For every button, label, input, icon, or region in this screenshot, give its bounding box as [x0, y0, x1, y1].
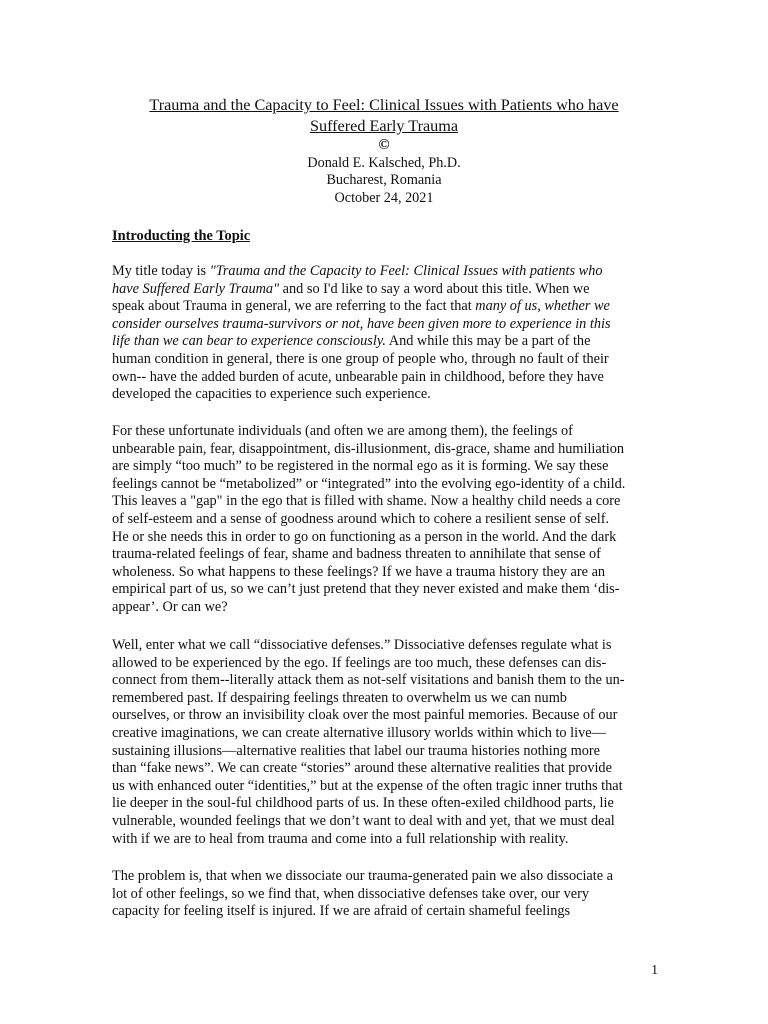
- italic-emphasis: consider ourselves trauma-survivors or not, have been given more to experience in this: [112, 315, 611, 332]
- paragraph-line: vulnerable, wounded feelings that we don’t want to deal with and yet, that we must deal: [112, 812, 615, 829]
- location: Bucharest, Romania: [326, 172, 442, 188]
- paragraph-line: Well, enter what we call “dissociative defenses.” Dissociative defenses regulate what is: [112, 637, 612, 653]
- paragraph-line: [112, 281, 672, 299]
- paragraph-line: connect from them--literally attack them as not-self visitations and banish them to the un-: [112, 672, 625, 689]
- paragraph-line: us with enhanced outer “identities,” but at the expense of the often tragic inner truths that: [112, 777, 623, 794]
- paragraph-2: [112, 423, 672, 617]
- italic-emphasis: many of us, whether we: [475, 298, 610, 315]
- title-line-2: Suffered Early Trauma: [309, 117, 459, 135]
- date: October 24, 2021: [334, 189, 434, 206]
- paragraph-line: allowed to be experienced by the ego. If feelings are too much, these defenses can dis-: [112, 654, 607, 671]
- paragraph-line: For these unfortunate individuals (and often we are among them), the feelings of: [112, 423, 573, 439]
- paragraph-line: developed the capacities to experience such experience.: [112, 386, 431, 403]
- paragraph-line: own-- have the added burden of acute, unbearable pain in childhood, before they have: [112, 368, 604, 385]
- text-run: And while this may be a part of the: [385, 333, 591, 350]
- document-title: [90, 95, 678, 137]
- title-line-1: Trauma and the Capacity to Feel: Clinical Issues with Patients who have: [149, 96, 619, 114]
- paragraph-line: with if we are to heal from trauma and come into a full relationship with reality.: [112, 830, 569, 847]
- paragraph-line: The problem is, that when we dissociate our trauma-generated pain we also dissociate a: [112, 868, 614, 884]
- page-number: 1: [651, 962, 658, 977]
- paragraph-4: [112, 868, 672, 921]
- paragraph-line: lot of other feelings, so we find that, when dissociative defenses take over, our very: [112, 885, 590, 902]
- paragraph-line: This leaves a "gap" in the ego that is filled with shame. Now a healthy child needs a core: [112, 493, 621, 510]
- paragraph-1: [112, 263, 672, 404]
- paragraph-line: [112, 333, 672, 351]
- paragraph-line: ourselves, or throw an invisibility cloak over the most painful memories. Because of our: [112, 707, 618, 724]
- paragraph-line: lie deeper in the soul-ful childhood parts of us. In these often-exiled childhood parts, lie: [112, 795, 614, 812]
- paragraph-line: trauma-related feelings of fear, shame and badness threaten to annihilate that sense of: [112, 546, 601, 563]
- paragraph-line: remembered past. If despairing feelings threaten to overwhelm us we can numb: [112, 689, 567, 706]
- paragraph-line: [112, 263, 672, 281]
- paragraph-line: sustaining illusions—alternative realities that label our trauma histories nothing more: [112, 742, 600, 759]
- text-run: My title today is: [112, 263, 210, 279]
- paragraph-3: [112, 637, 672, 848]
- section-heading: Introducting the Topic: [112, 228, 251, 244]
- paragraph-line: appear’. Or can we?: [112, 598, 228, 615]
- paragraph-line: of self-esteem and a sense of goodness around which to cohere a resilient sense of self.: [112, 510, 610, 527]
- paragraph-line: wholeness. So what happens to these feelings? If we have a trauma history they are an: [112, 563, 606, 580]
- paragraph-line: are simply “too much” to be registered in the normal ego as it is forming. We say these: [112, 458, 609, 475]
- author-name: Donald E. Kalsched, Ph.D.: [307, 154, 461, 171]
- italic-title-run: have Suffered Early Trauma": [112, 280, 280, 297]
- paragraph-line: [112, 316, 672, 334]
- paragraph-line: human condition in general, there is one group of people who, through no fault of their: [112, 350, 609, 367]
- copyright-symbol: ©: [378, 137, 390, 153]
- paragraph-line: He or she needs this in order to go on functioning as a person in the world. And the dark: [112, 528, 617, 545]
- paragraph-line: feelings cannot be “metabolized” or “integrated” into the evolving ego-identity of a child.: [112, 475, 626, 492]
- paragraph-line: empirical part of us, so we can’t just pretend that they never existed and make them ‘dis-: [112, 581, 620, 598]
- paragraph-line: than “fake news”. We can create “stories” around these alternative realities that provide: [112, 760, 612, 777]
- paragraph-line: capacity for feeling itself is injured. If we are afraid of certain shameful feelings: [112, 903, 571, 920]
- text-run: and so I'd like to say a word about this title. When we: [279, 280, 590, 297]
- text-run: speak about Trauma in general, we are referring to the fact that: [112, 298, 476, 315]
- title-meta: [190, 137, 578, 207]
- paragraph-line: [112, 298, 672, 316]
- italic-title-run: "Trauma and the Capacity to Feel: Clinical Issues with patients who: [209, 263, 603, 279]
- italic-emphasis: life than we can bear to experience consciously.: [112, 333, 386, 350]
- paragraph-line: unbearable pain, fear, disappointment, dis-illusionment, dis-grace, shame and humiliation: [112, 440, 624, 457]
- paragraph-line: creative imaginations, we can create alternative illusory worlds within which to live—: [112, 724, 606, 741]
